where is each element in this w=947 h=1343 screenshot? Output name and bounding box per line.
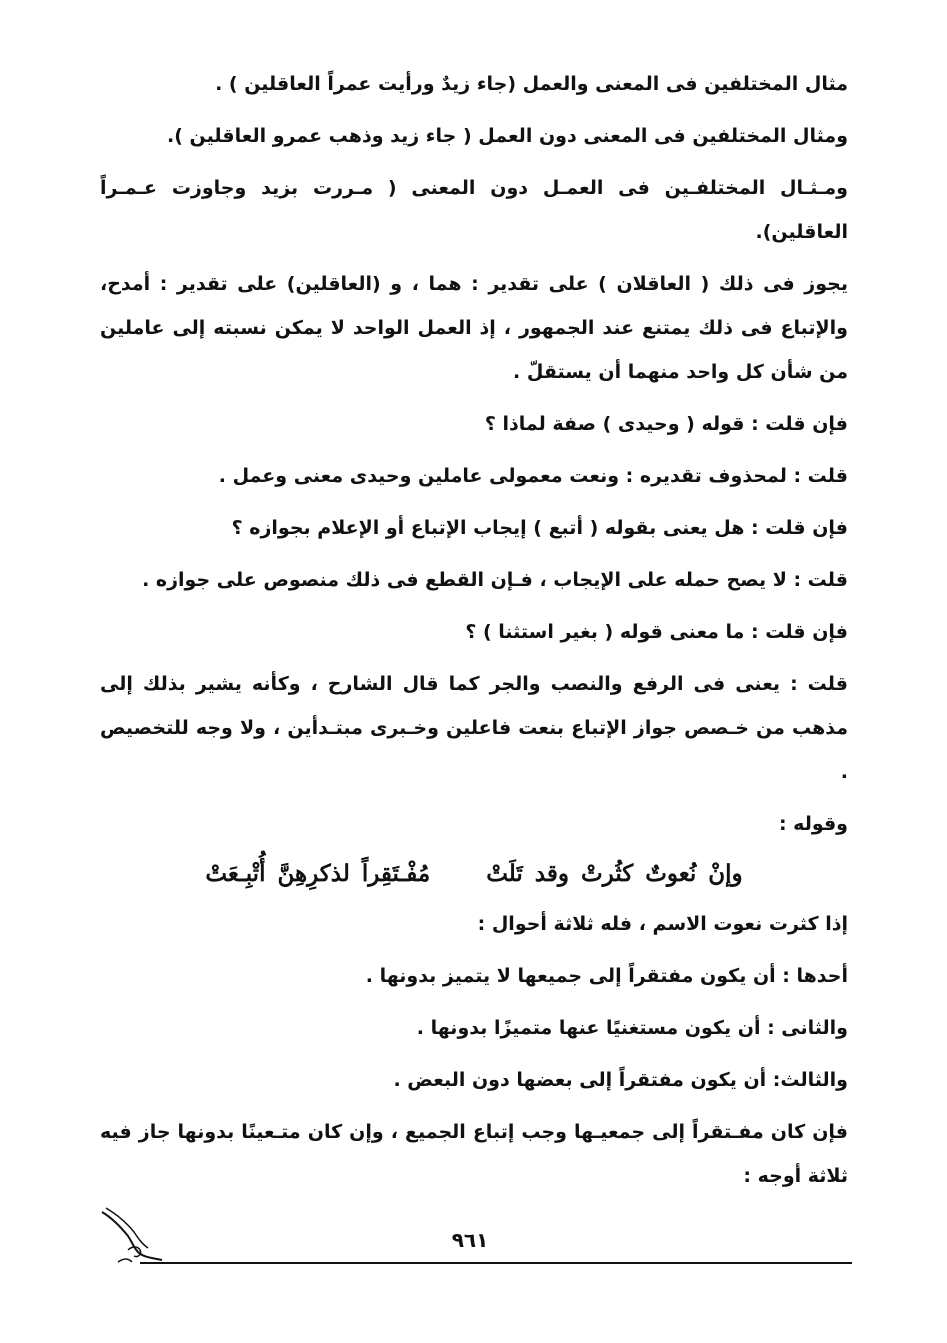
paragraph-example-1: مثال المختلفين فى المعنى والعمل (جاء زيدٌ ورأيت عمراً العاقلين ) . — [215, 73, 848, 95]
list-item-second: والثانى : أن يكون مستغنيًا عنها متميزًا بدونها . — [416, 1017, 848, 1039]
paragraph-verse-intro: وقوله : — [778, 813, 848, 835]
list-item-first: أحدها : أن يكون مفتقراً إلى جميعها لا يتميز بدونها . — [365, 965, 848, 987]
paragraph-question-2: فإن قلت : هل يعنى بقوله ( أتبع ) إيجاب الإتباع أو الإعلام بجوازه ؟ — [231, 517, 848, 539]
paragraph-answer-2: قلت : لا يصح حمله على الإيجاب ، فـإن القطع فى ذلك منصوص على جوازه . — [142, 569, 848, 591]
verse-first-hemistich: وإنْ نُعوتٌ كثُرتْ وقد تَلَتْ — [486, 860, 743, 887]
page-number: ٩٦١ — [451, 1228, 489, 1252]
list-item-third: والثالث: أن يكون مفتقراً إلى بعضها دون البعض . — [393, 1069, 848, 1091]
paragraph-answer-3: قلت : يعنى فى الرفع والنصب والجر كما قال الشارح ، وكأنه يشير بذلك إلى مذهب من خـصص جواز الإتباع بنعت فاعلين وخـبرى مبتـدأين ، ولا وجه للتخصيص . — [100, 673, 848, 783]
hand-ornament-icon — [98, 1200, 168, 1270]
paragraph-example-2: ومثال المختلفين فى المعنى دون العمل ( جاء زيد وذهب عمرو العاقلين ). — [167, 125, 848, 147]
paragraph-question-1: فإن قلت : قوله ( وحيدى ) صفة لماذا ؟ — [484, 413, 848, 435]
paragraph-example-3: ومـثـال المختلفـين فى العمـل دون المعنى ( مـررت بزيد وجاوزت عـمـراً العاقلين). — [100, 177, 848, 243]
body-text — [100, 62, 848, 1206]
poetry-verse — [100, 848, 848, 900]
paragraph-question-3: فإن قلت : ما معنى قوله ( بغير استثنا ) ؟ — [465, 621, 848, 643]
verse-second-hemistich: مُفْـتَقِراً لذكرِهِنَّ أُتْبِـعَتْ — [205, 860, 431, 887]
footer-rule — [140, 1262, 852, 1264]
paragraph-answer-1: قلت : لمحذوف تقديره : ونعت معمولى عاملين وحيدى معنى وعمل . — [218, 465, 848, 487]
paragraph-conclusion: فإن كان مفـتقراً إلى جمعيـها وجب إتباع الجميع ، وإن كان متـعينًا بدونها جاز فيه ثلاثة أوجه : — [100, 1121, 848, 1187]
paragraph-permissibility: يجوز فى ذلك ( العاقلان ) على تقدير : هما ، و (العاقلين) على تقدير : أمدح، والإتباع فى ذلك يمتنع عند الجمهور ، إذ العمل الواحد لا يمكن نسبته إلى عاملين من شأن كل واحد منهما أن يستقلّ . — [100, 273, 848, 383]
paragraph-three-states: إذا كثرت نعوت الاسم ، فله ثلاثة أحوال : — [477, 913, 848, 935]
